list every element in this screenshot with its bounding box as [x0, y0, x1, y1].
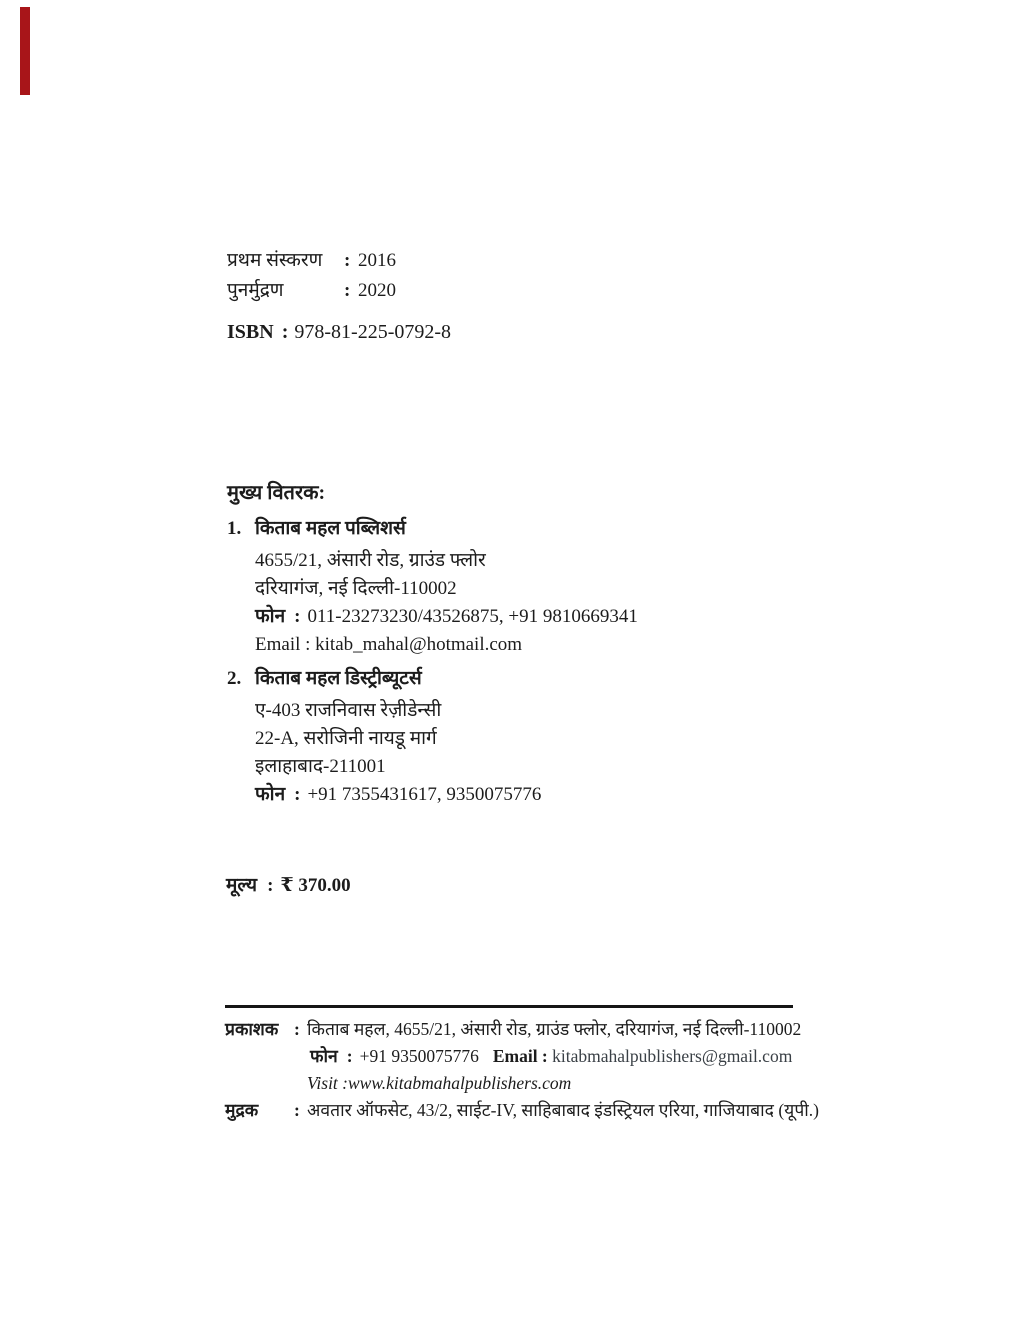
reprint-year: 2020 — [358, 280, 396, 301]
reprint-label: पुनर्मुद्रण — [227, 280, 284, 301]
publisher-website-row — [225, 1070, 825, 1097]
isbn-label: ISBN — [227, 321, 274, 343]
distributors-heading: मुख्य वितरक: — [227, 482, 326, 504]
distributor-2-address-line-1: ए-403 राजनिवास रेज़ीडेन्सी — [255, 700, 442, 721]
spacer — [225, 1043, 294, 1070]
distributor-1-address-line-1: 4655/21, अंसारी रोड, ग्राउंड फ्लोर — [255, 550, 486, 571]
phone-label: फोन — [255, 784, 286, 805]
distributor-2-phone-numbers: +91 7355431617, 9350075776 — [307, 784, 542, 805]
price-label: मूल्य — [226, 875, 258, 896]
distributor-2-details — [255, 697, 541, 809]
separator: : — [281, 321, 289, 343]
distributor-1-email-address: kitab_mahal@hotmail.com — [315, 634, 523, 655]
distributor-1-phone-numbers: 011-23273230/43526875, +91 9810669341 — [307, 606, 638, 627]
spacer — [294, 1043, 307, 1070]
separator: : — [344, 250, 351, 271]
phone-label: फोन — [255, 606, 286, 627]
list-number: 2. — [227, 668, 242, 689]
list-number: 1. — [227, 518, 242, 539]
phone-label: फोन — [310, 1046, 338, 1066]
distributor-item-1 — [227, 515, 638, 659]
publisher-row — [225, 1016, 825, 1043]
reprint-row — [227, 276, 396, 306]
publisher-phone-line — [307, 1043, 792, 1070]
publisher-label: प्रकाशक — [225, 1019, 279, 1039]
first-edition-label: प्रथम संस्करण — [227, 250, 323, 271]
publisher-website-url: www.kitabmahalpublishers.com — [348, 1073, 572, 1093]
email-label: Email : — [492, 1046, 548, 1066]
first-edition-year: 2016 — [358, 250, 396, 271]
price-line — [226, 872, 351, 900]
separator: : — [267, 875, 274, 896]
publisher-website-line — [307, 1070, 571, 1097]
distributor-1-address-line-2: दरियागंज, नई दिल्ली-110002 — [255, 578, 457, 599]
distributor-2-name-row — [227, 665, 541, 693]
distributor-1-name-row — [227, 515, 638, 543]
distributor-1-details — [255, 547, 638, 659]
distributor-2-name: किताब महल डिस्ट्रीब्यूटर्स — [255, 668, 422, 689]
distributor-2-address-line-2: 22-A, सरोजिनी नायडू मार्ग — [255, 728, 437, 749]
separator: : — [294, 1019, 300, 1039]
spacer — [225, 1070, 294, 1097]
distributor-2-address-line-3: इलाहाबाद-211001 — [255, 756, 386, 777]
printer-label: मुद्रक — [225, 1100, 259, 1120]
distributor-1-name: किताब महल पब्लिशर्स — [255, 518, 406, 539]
printer-address: अवतार ऑफसेट, 43/2, साईट-IV, साहिबाबाद इंडस्ट्रियल एरिया, गाजियाबाद (यूपी.) — [307, 1100, 819, 1120]
email-label: Email : — [255, 634, 311, 655]
publisher-phone-number: +91 9350075776 — [359, 1046, 479, 1066]
isbn-line — [227, 318, 451, 346]
separator: : — [294, 606, 301, 627]
distributor-item-2 — [227, 665, 541, 809]
publisher-footer — [225, 1005, 825, 1124]
distributor-1-email-line — [255, 631, 638, 659]
margin-red-mark — [20, 7, 30, 95]
first-edition-row — [227, 246, 396, 276]
distributor-1-phone-line — [255, 603, 638, 631]
separator: : — [294, 784, 301, 805]
publisher-address: किताब महल, 4655/21, अंसारी रोड, ग्राउंड फ्लोर, दरियागंज, नई दिल्ली-110002 — [307, 1019, 802, 1039]
edition-block — [227, 246, 396, 306]
visit-label: Visit : — [307, 1073, 348, 1093]
spacer — [294, 1070, 307, 1097]
separator: : — [294, 1100, 300, 1120]
separator: : — [346, 1046, 353, 1066]
distributor-2-phone-line — [255, 781, 541, 809]
price-value: ₹ 370.00 — [280, 875, 351, 896]
separator: : — [344, 280, 351, 301]
printer-row — [225, 1097, 825, 1124]
isbn-value: 978-81-225-0792-8 — [294, 321, 452, 343]
publisher-phone-row — [225, 1043, 825, 1070]
divider-rule — [225, 1005, 793, 1008]
publisher-email-address: kitabmahalpublishers@gmail.com — [552, 1046, 793, 1066]
